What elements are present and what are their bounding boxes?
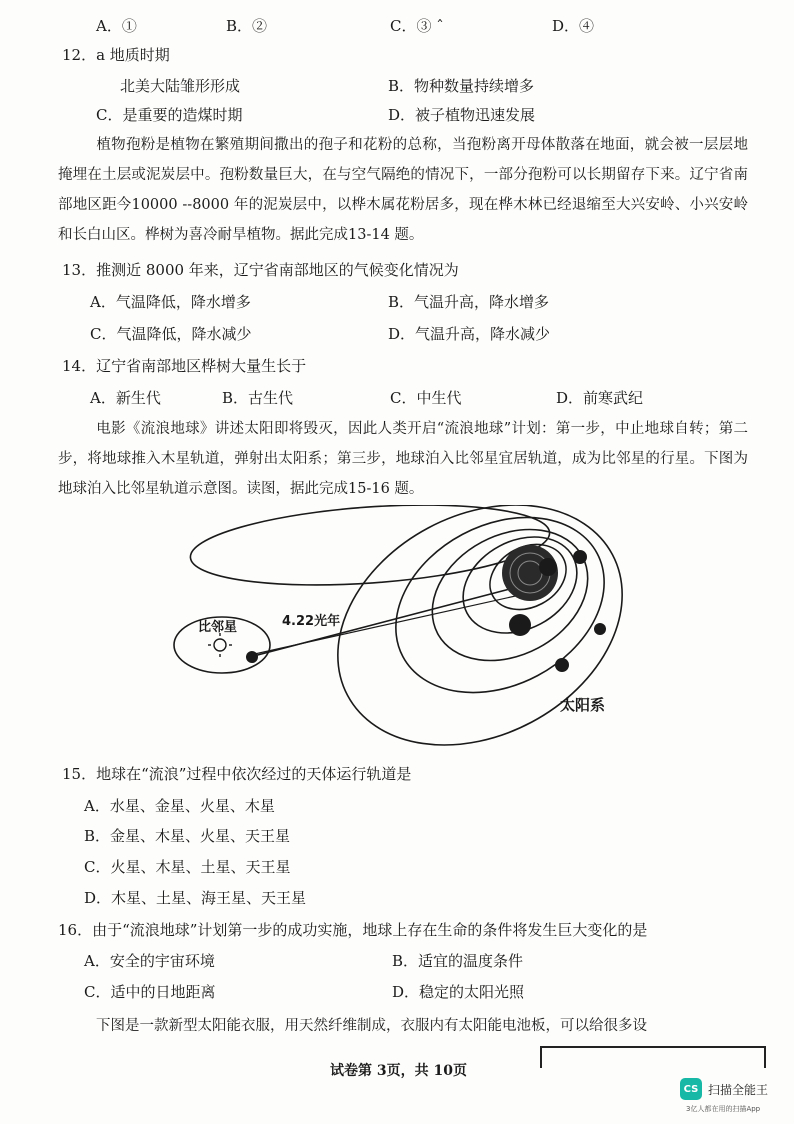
q15-option-a: A．水星、金星、火星、木星 (84, 797, 275, 815)
q16-option-b: B．适宜的温度条件 (392, 952, 524, 970)
q13-stem: 13．推测近 8000 年来，辽宁省南部地区的气候变化情况为 (62, 261, 459, 279)
q16-option-d: D．稳定的太阳光照 (392, 983, 525, 1001)
q15-option-d: D．木星、土星、海王星、天王星 (84, 889, 307, 907)
image-frame-top (540, 1046, 766, 1068)
q12-option-c: C．是重要的造煤时期 (96, 106, 243, 124)
proxima-star (208, 633, 232, 657)
orbit-diagram (160, 505, 640, 755)
planet-5 (555, 658, 569, 672)
watermark-subtitle: 3亿人都在用的扫描App (686, 1105, 761, 1113)
q11-option-d: D．④ (552, 17, 595, 35)
earth-at-proxima (246, 651, 258, 663)
q14-option-d: D．前寒武纪 (556, 389, 644, 407)
passage-wandering-earth: 电影《流浪地球》讲述太阳即将毁灭，因此人类开启“流浪地球”计划：第一步，中止地球自转；第二步，将地球推入木星轨道，弹射出太阳系；第三步，地球泊入比邻星宜居轨道，成为比邻星的行星。下图为地球泊入比邻星轨道示意图。读图，据此完成15-16 题。 (58, 421, 748, 497)
planet-1 (539, 558, 557, 576)
q11-option-c: C．③ ˆ (390, 17, 444, 35)
passage-solar-clothing: 下图是一款新型太阳能衣服，用天然纤维制成，衣服内有太阳能电池板，可以给很多设 (96, 1018, 647, 1034)
planet-3 (509, 614, 531, 636)
q13-option-d: D．气温升高，降水减少 (388, 325, 551, 343)
q15-option-b: B．金星、木星、火星、天王星 (84, 827, 291, 845)
proxima-label: 比邻星 (198, 620, 238, 635)
camscanner-icon: CS (680, 1078, 702, 1100)
q13-option-b: B．气温升高，降水增多 (388, 293, 550, 311)
q11-option-b: B．② (226, 17, 268, 35)
distance-label: 4.22光年 (282, 614, 341, 629)
q14-option-a: A．新生代 (90, 389, 161, 407)
q13-option-a: A．气温降低，降水增多 (90, 293, 251, 311)
q11-option-a: A．① (96, 17, 137, 35)
q13-option-c: C．气温降低，降水减少 (90, 325, 252, 343)
q12-option-d: D．被子植物迅速发展 (388, 106, 536, 124)
q15-option-c: C．火星、木星、土星、天王星 (84, 858, 291, 876)
planet-2 (573, 550, 587, 564)
q14-option-c: C．中生代 (390, 389, 462, 407)
solar-system-label: 太阳系 (560, 696, 606, 714)
scanner-watermark (680, 1078, 768, 1100)
q16-option-a: A．安全的宇宙环境 (84, 952, 215, 970)
q12-stem: 12．a 地质时期 (62, 46, 170, 64)
q16-option-c: C．适中的日地距离 (84, 983, 216, 1001)
q12-option-a: 北美大陆雏形形成 (120, 77, 241, 95)
passage-pollen: 植物孢粉是植物在繁殖期间撒出的孢子和花粉的总称，当孢粉离开母体散落在地面，就会被一层层地掩埋在土层或泥炭层中。孢粉数量巨大，在与空气隔绝的情况下，一部分孢粉可以长期留存下来。辽宁省南部地区距今10000 --8000 年的泥炭层中，以桦木属花粉居多，现在桦木林已经退缩至大兴安岭、小兴安岭和长白山区。桦树为喜冷耐旱植物。据此完成13-14 题。 (58, 137, 748, 243)
q14-option-b: B．古生代 (222, 389, 294, 407)
orbit-4 (409, 505, 610, 686)
watermark-title: 扫描全能王 (708, 1082, 769, 1097)
planet-4 (594, 623, 606, 635)
q14-stem: 14．辽宁省南部地区桦树大量生长于 (62, 357, 307, 375)
q15-stem: 15．地球在“流浪”过程中依次经过的天体运行轨道是 (62, 765, 412, 783)
q12-option-b: B．物种数量持续增多 (388, 77, 535, 95)
transfer-orbit (188, 505, 552, 595)
q16-stem: 16．由于“流浪地球”计划第一步的成功实施，地球上存在生命的条件将发生巨大变化的是 (58, 921, 648, 939)
page-footer: 试卷第 3页，共 10页 (330, 1063, 467, 1079)
